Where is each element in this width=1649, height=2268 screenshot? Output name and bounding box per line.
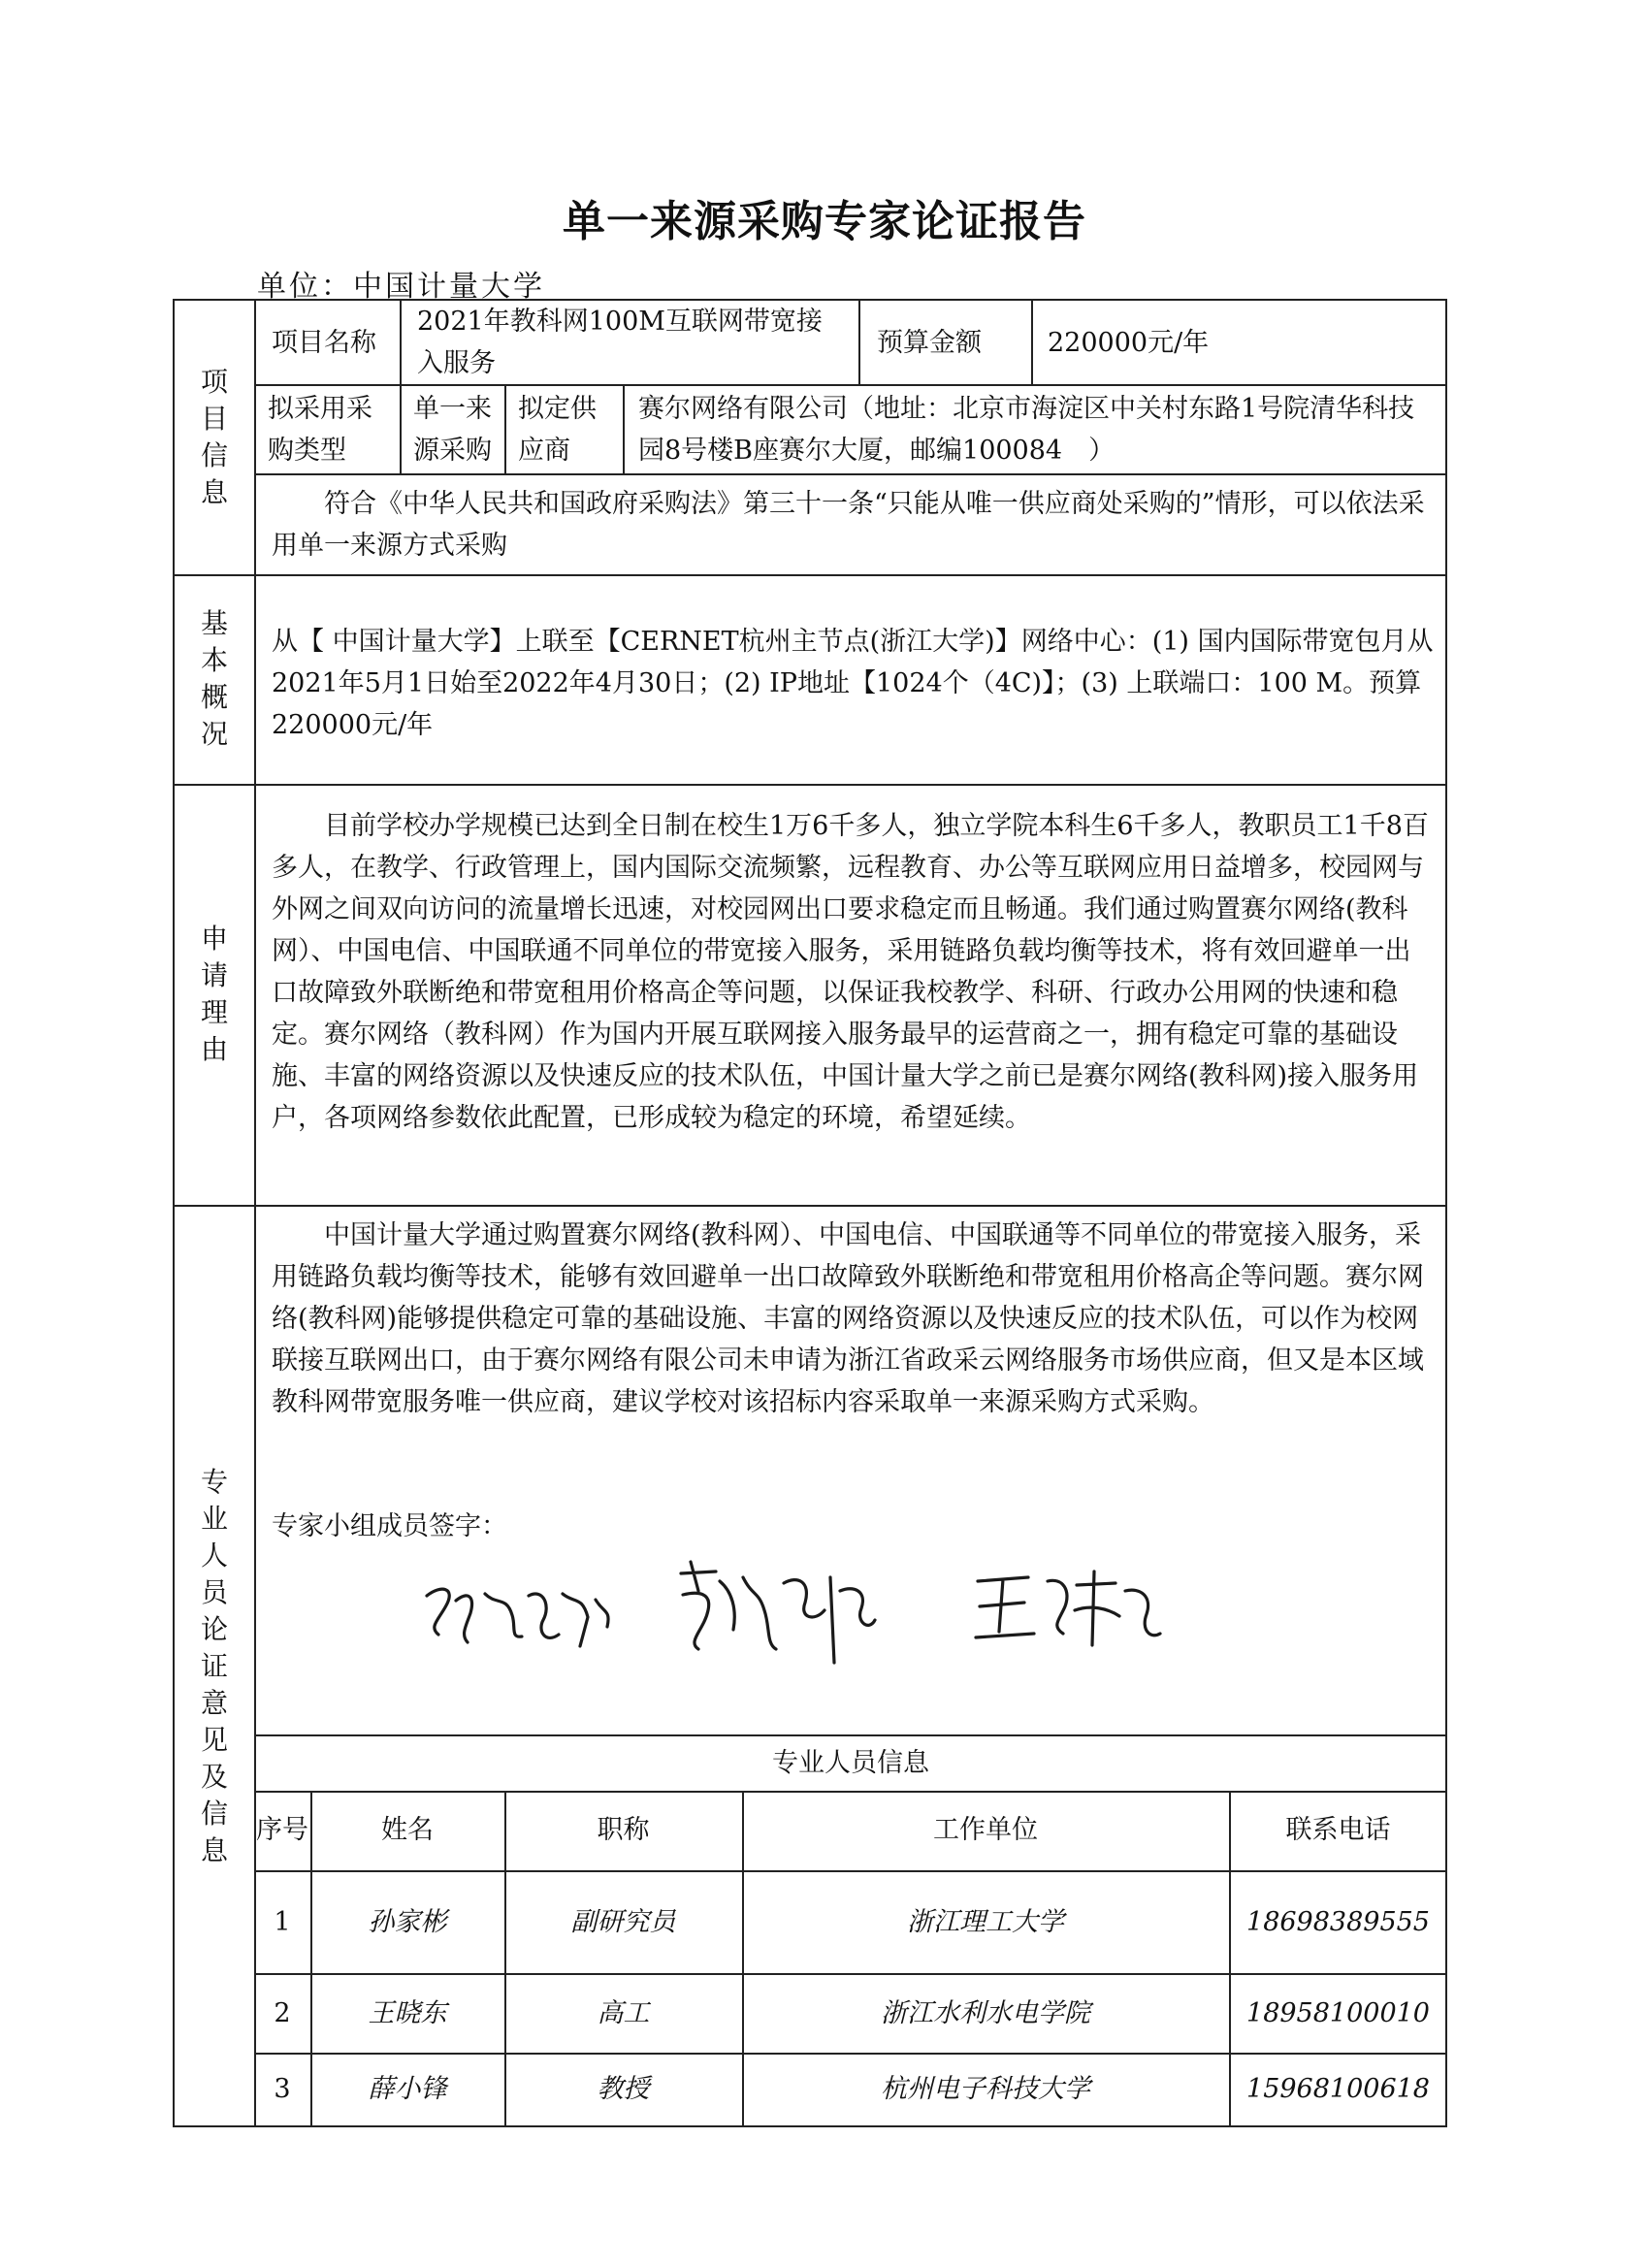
column-header-phone: 联系电话 <box>1285 1815 1391 1845</box>
cell-divider <box>400 301 402 473</box>
reason-text: 目前学校办学规模已达到全日制在校生1万6千多人，独立学院本科生6千多人，教职员工1千8百多人，在教学、行政管理上，国内国际交流频繁，远程教育、办公等互联网应用日益增多，校园网与外网之间双向访问的流量增长迅速，对校园网出口要求稳定而且畅通。我们通过购置赛尔网络(教科网）、中国电信、中国联通不同单位的带宽接入服务，采用链路负载均衡等技术，将有效回避单一出口故障致外联断绝和带宽租用价格高企等问题，以保证我校教学、科研、行政办公用网的快速和稳定。赛尔网络（教科网）作为国内开展互联网接入服务最早的运营商之一，拥有稳定可靠的基础设施、丰富的网络资源以及快速反应的技术队伍，中国计量大学之前已是赛尔网络(教科网)接入服务用户，各项网络参数依此配置，已形成较为稳定的环境，希望延续。 <box>272 811 1429 1133</box>
section-divider <box>175 784 1447 786</box>
legal-basis-text: 符合《中华人民共和国政府采购法》第三十一条“只能从唯一供应商处采购的”情形，可以依法采用单一来源方式采购 <box>272 489 1425 561</box>
table-divider <box>254 1791 1447 1793</box>
section-label-project: 项目信息 <box>200 366 228 508</box>
expert-table-title: 专业人员信息 <box>772 1748 929 1778</box>
table-divider <box>254 1973 1447 1975</box>
table-top-border <box>254 1734 1447 1736</box>
table-divider <box>254 1870 1447 1872</box>
row-number: 2 <box>274 1998 291 2028</box>
procurement-type-value: 单一来源采购 <box>413 394 492 466</box>
signature-label: 专家小组成员签字： <box>272 1511 507 1541</box>
column-header-no: 序号 <box>256 1815 308 1845</box>
signature-1-image <box>417 1567 621 1659</box>
expert-title: 高工 <box>597 1998 650 2028</box>
section-label-opinion: 专业人员论证意见及信息 <box>200 1465 228 1866</box>
expert-unit: 杭州电子科技大学 <box>881 2074 1090 2104</box>
row-divider <box>254 384 1447 386</box>
overview-text: 从【 中国计量大学】上联至【CERNET杭州主节点(浙江大学)】网络中心：(1) 国内国际带宽包月从2021年5月1日始至2022年4月30日；(2) IP地址【1024个（4C)】；(3) 上联端口：100 M。预算220000元/年 <box>272 627 1434 740</box>
section-divider <box>175 1205 1447 1207</box>
unit-line: 单位：中国计量大学 <box>257 270 545 304</box>
row-number: 1 <box>274 1907 291 1937</box>
expert-unit: 浙江水利水电学院 <box>881 1998 1090 2028</box>
expert-phone: 15968100618 <box>1246 2074 1430 2104</box>
expert-phone: 18958100010 <box>1246 1998 1430 2028</box>
column-header-title: 职称 <box>597 1815 650 1845</box>
section-label-overview: 基本概况 <box>200 607 228 750</box>
section-label-reason: 申请理由 <box>200 923 228 1065</box>
expert-unit: 浙江理工大学 <box>907 1907 1064 1937</box>
expert-name: 薛小锋 <box>368 2074 447 2104</box>
budget-label: 预算金额 <box>877 328 982 358</box>
column-header-name: 姓名 <box>381 1815 434 1845</box>
budget-value: 220000元/年 <box>1048 328 1210 358</box>
project-name-label: 项目名称 <box>272 328 376 358</box>
cell-divider <box>623 384 625 473</box>
supplier-label: 拟定供应商 <box>518 394 597 466</box>
cell-divider <box>504 384 506 473</box>
expert-title: 副研究员 <box>570 1907 676 1937</box>
section-divider <box>175 574 1447 576</box>
supplier-value: 赛尔网络有限公司（地址：北京市海淀区中关村东路1号院清华科技园8号楼B座赛尔大厦，邮编100084 ） <box>638 394 1415 466</box>
expert-phone: 18698389555 <box>1246 1907 1430 1937</box>
opinion-text: 中国计量大学通过购置赛尔网络(教科网）、中国电信、中国联通等不同单位的带宽接入服务，采用链路负载均衡等技术，能够有效回避单一出口故障致外联断绝和带宽租用价格高企等问题。赛尔网络(教科网)能够提供稳定可靠的基础设施、丰富的网络资源以及快速反应的技术队伍，可以作为校网联接互联网出口，由于赛尔网络有限公司未申请为浙江省政采云网络服务市场供应商，但又是本区域教科网带宽服务唯一供应商，建议学校对该招标内容采取单一来源采购方式采购。 <box>272 1220 1424 1417</box>
signature-2-image <box>669 1552 883 1669</box>
procurement-type-label: 拟采用采购类型 <box>268 394 372 466</box>
table-divider <box>254 2053 1447 2055</box>
project-name-value: 2021年教科网100M互联网带宽接入服务 <box>417 307 823 378</box>
expert-name: 王晓东 <box>368 1998 447 2028</box>
row-number: 3 <box>274 2074 291 2104</box>
cell-divider <box>858 301 860 384</box>
expert-title: 教授 <box>597 2074 650 2104</box>
row-divider <box>254 473 1447 475</box>
cell-divider <box>1031 301 1033 384</box>
signature-3-image <box>970 1562 1164 1654</box>
column-header-unit: 工作单位 <box>933 1815 1038 1845</box>
expert-name: 孙家彬 <box>368 1907 447 1937</box>
report-form <box>173 299 1447 2127</box>
document-title: 单一来源采购专家论证报告 <box>563 197 1086 246</box>
